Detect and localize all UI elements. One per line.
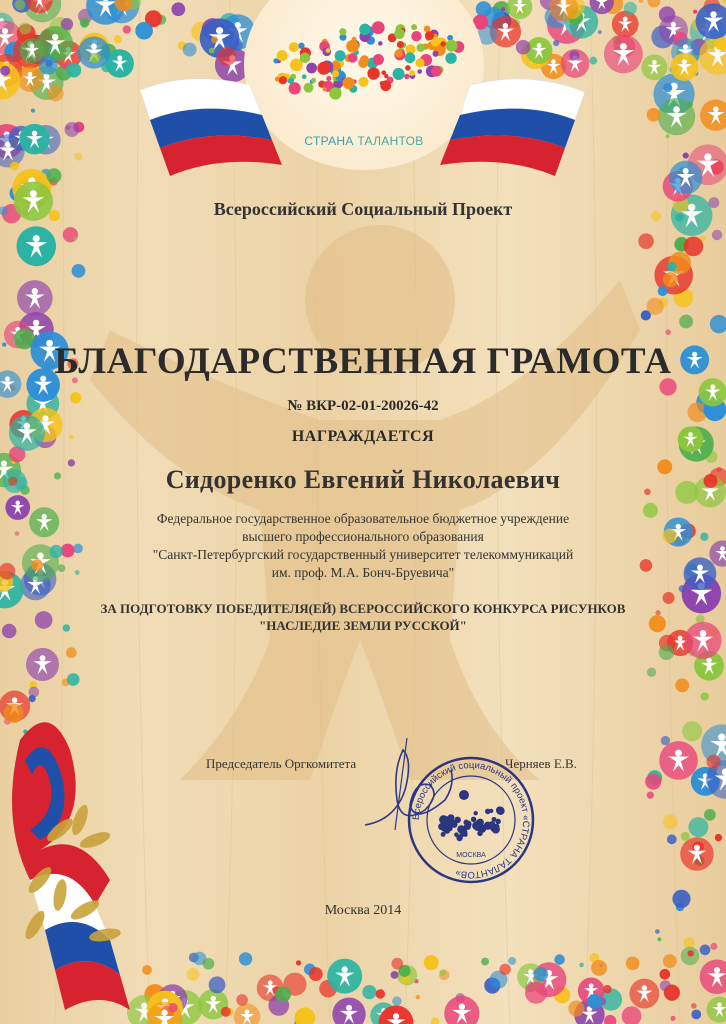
confetti-dot	[295, 1007, 316, 1024]
confetti-dot	[700, 959, 726, 994]
organization-line: Федеральное государственное образовательное бюджетное учреждение	[156, 511, 570, 526]
confetti-dot	[431, 1017, 440, 1024]
confetti-dot	[142, 965, 152, 975]
confetti-dot	[684, 237, 704, 257]
confetti-dot	[658, 286, 668, 296]
confetti-dot	[66, 647, 77, 658]
reason-line: ЗА ПОДГОТОВКУ ПОБЕДИТЕЛЯ(ЕЙ) ВСЕРОССИЙСКОГО КОНКУРСА РИСУНКОВ	[100, 601, 626, 616]
certificate-number: № ВКР-02-01-20026-42	[287, 398, 439, 414]
project-title: Всероссийский Социальный Проект	[213, 199, 513, 219]
reason-line: "НАСЛЕДИЕ ЗЕМЛИ РУССКОЙ"	[259, 618, 467, 633]
confetti-dot	[701, 692, 709, 700]
confetti-dot	[659, 645, 675, 661]
award-reason	[0, 600, 726, 634]
confetti-dot	[655, 929, 660, 934]
chair-name: Черняев Е.В.	[505, 756, 577, 771]
confetti-dot	[679, 585, 686, 592]
city-year: Москва 2014	[324, 903, 402, 918]
confetti-dot	[209, 976, 226, 993]
confetti-dot	[525, 982, 547, 1004]
flag-ribbon-bottom-left	[0, 680, 140, 1024]
confetti-dot	[667, 262, 677, 272]
confetti-dot	[424, 955, 439, 970]
organization	[0, 510, 726, 582]
russian-flags-ribbon	[0, 0, 726, 180]
confetti-dot	[392, 996, 402, 1006]
confetti-dot	[534, 967, 548, 981]
confetti-dot	[554, 954, 565, 965]
confetti-dot	[579, 963, 584, 968]
confetti-dot	[169, 1003, 178, 1012]
confetti-dot	[663, 954, 677, 968]
confetti-dot	[700, 944, 711, 955]
confetti-dot	[704, 809, 716, 821]
confetti-dot	[665, 329, 671, 335]
organization-line: высшего профессионального образования	[242, 529, 484, 544]
confetti-dot	[221, 1007, 231, 1017]
confetti-dot	[626, 957, 640, 971]
confetti-dot	[710, 315, 726, 333]
confetti-dot	[439, 970, 446, 977]
confetti-dot	[591, 960, 607, 976]
confetti-dot	[712, 230, 722, 240]
confetti-dot	[638, 233, 654, 249]
confetti-dot	[203, 958, 215, 970]
confetti-dot	[661, 736, 670, 745]
confetti-dot	[645, 773, 661, 789]
confetti-dot	[647, 298, 664, 315]
confetti-dot	[604, 1015, 616, 1024]
logo-text-part1: СТРАНА	[304, 134, 354, 148]
confetti-dot	[508, 957, 516, 965]
certificate-title: БЛАГОДАРСТВЕННАЯ ГРАМОТА	[54, 341, 672, 382]
confetti-dot	[710, 943, 717, 950]
recipient-name: Сидоренко Евгений Николаевич	[165, 465, 561, 494]
confetti-dot	[391, 971, 399, 979]
logo-text-part2: ТАЛАНТОВ	[357, 134, 424, 148]
confetti-dot	[670, 1016, 675, 1021]
confetti-dot	[236, 994, 248, 1006]
logo-text	[244, 134, 484, 148]
confetti-dot	[568, 1001, 584, 1017]
organization-line: "Санкт-Петербургский государственный университет телекоммуникаций	[152, 547, 574, 562]
confetti-dot	[481, 958, 489, 966]
confetti-dot	[275, 986, 291, 1002]
confetti-dot	[657, 937, 661, 941]
confetti-dot	[691, 1003, 697, 1009]
confetti-dot	[682, 721, 702, 741]
confetti-dot	[239, 952, 252, 965]
confetti-dot	[296, 960, 301, 965]
confetti-dot	[681, 832, 690, 841]
confetti-dot	[687, 950, 693, 956]
confetti-dot	[706, 997, 726, 1023]
confetti-dot	[706, 755, 720, 769]
confetti-dot	[587, 994, 602, 1009]
confetti-dot	[663, 272, 678, 287]
confetti-dot	[309, 967, 323, 981]
confetti-dot	[667, 834, 677, 844]
confetti-dot	[416, 995, 421, 1000]
seal-city: МОСКВА	[456, 852, 486, 859]
confetti-dot	[647, 792, 654, 799]
confetti-dot	[603, 985, 612, 994]
confetti-dot	[72, 264, 86, 278]
confetti-dot	[73, 237, 77, 241]
confetti-dot	[362, 985, 376, 999]
chair-label: Председатель Оргкомитета	[206, 756, 357, 771]
confetti-dot	[679, 315, 693, 329]
organization-seal	[406, 755, 536, 885]
organization-line: им. проф. М.А. Бонч-Бруевича"	[271, 565, 455, 580]
confetti-dot	[499, 964, 510, 975]
confetti-dot	[688, 817, 708, 837]
confetti-dot	[675, 678, 689, 692]
confetti-dot	[391, 958, 403, 970]
confetti-dot	[664, 985, 680, 1001]
seal-text: Всероссийский социальный проект «СТРАНА ТАЛАНТОВ»	[410, 759, 532, 881]
confetti-dot	[187, 968, 200, 981]
confetti-dot	[622, 1006, 642, 1024]
confetti-dot	[715, 834, 722, 841]
confetti-dot	[647, 667, 656, 676]
confetti-dot	[376, 989, 385, 998]
confetti-dot	[691, 1009, 701, 1019]
awarded-label: НАГРАЖДАЕТСЯ	[291, 428, 435, 445]
confetti-dot	[659, 969, 670, 980]
confetti-dot	[663, 814, 678, 829]
